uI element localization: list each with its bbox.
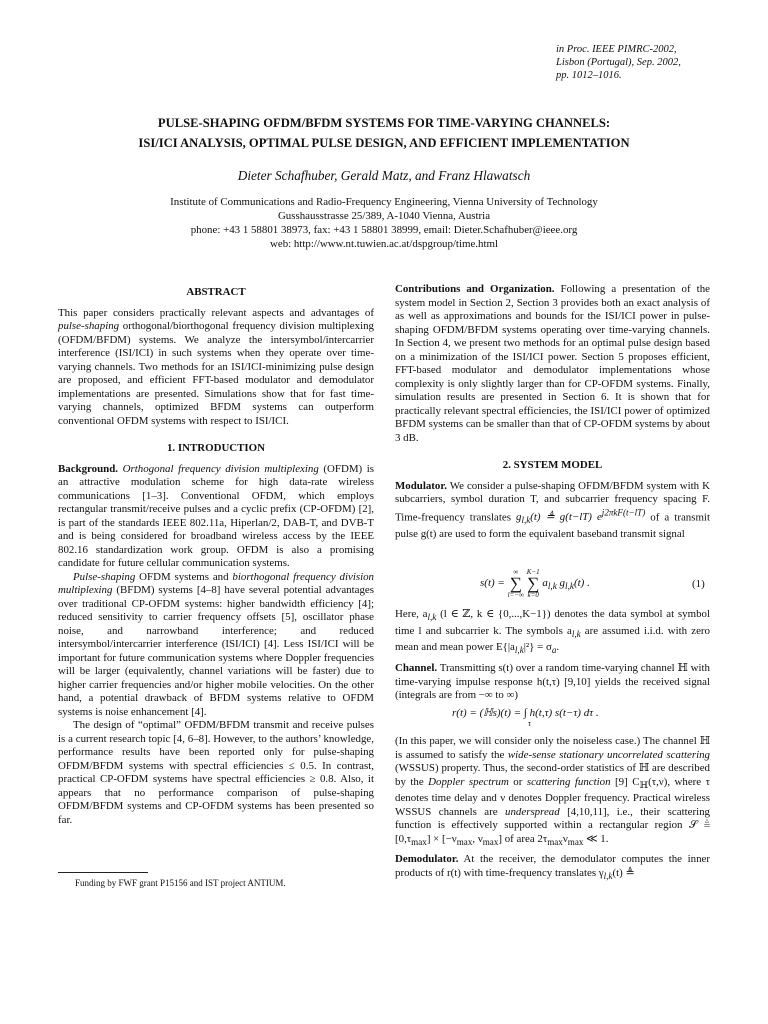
affiliation [40,195,728,251]
affiliation-line: web: http://www.nt.tuwien.ac.at/dspgroup/time.html [270,238,498,250]
affiliation-line: Gusshausstrasse 25/389, A-1040 Vienna, Austria [277,210,491,222]
publication-note-line: in Proc. IEEE PIMRC-2002, [556,44,677,55]
publication-note-line: pp. 1012–1016. [556,70,622,81]
footnote: Funding by FWF grant P15156 and IST project ANTIUM. [75,878,286,888]
sum-operator: ∞ ∑ l=−∞ [507,568,524,599]
sum-operator: K−1 ∑ k=0 [526,568,540,599]
wssus-paragraph: (In this paper, we will consider only the noiseless case.) The channel ℍ is assumed to satisfy the wide-sense stationary uncorrelated scattering (WSSUS) property. Thus, the second-order statistics of ℍ are described by the Doppler spectrum or scattering function [9] $C_ℍ(\tau,\nu)$, where τ denotes time delay and ν denotes Doppler frequency. Practical wireless WSSUS channels are underspread [4,10,11], i.e., their scattering function is effectively supported within a rectangular region 𝒮 ≜ $[0,\tau_{max}] \times [-\nu_{max}$, $\nu_{max}$] of area $2\tau_{max}\nu_{max}$ ≪ 1. [395,735,710,847]
affiliation-line: phone: +43 1 58801 38973, fax: +43 1 58801 38999, email: Dieter.Schafhuber@ieee.org [190,224,578,236]
intro-paragraph-background: Background. Orthogonal frequency division multiplexing (OFDM) is an attractive modulation scheme for high data-rate wireless communications [1–3]. Conventional OFDM, which employs rectangular transmit/receive pulses and a cyclic prefix (CP-OFDM) [2], is part of the standards IEEE 802.11a, Hiperlan/2, DAB-T, and DVB-T and is being considered for broadband wireless access by the IEEE 802.16 standardization work group. OFDM is also a promising candidate for future cellular communication systems. [58,462,375,569]
equation-1: s(t) = ∞ ∑ l=−∞ K−1 ∑ k=0 $a_{l,k}$ $g_{l,k}(t)$ . [480,568,590,599]
publication-note-line: Lisbon (Portugal), Sep. 2002, [556,57,681,68]
intro-paragraph-pulse-shaping: Pulse-shaping OFDM systems and biorthogonal frequency division multiplexing (BFDM) systems [4–8] have several potential advantages over traditional CP-OFDM systems: higher bandwidth efficiency [4]; reduced sensitivity to carrier frequency offsets [5], oscillator phase noise, and narrowband interference; and reduced intersymbol/intercarrier interference (ISI/ICI) [4]. Less ISI/ICI will be important for future communication systems where Doppler frequencies will be larger (equivalently, channel variations will be faster) due to higher carrier frequencies and/or higher mobile velocities. On the other hand, a potential drawback of BFDM systems relative to OFDM systems is noise enhancement [4]. [58,570,374,718]
channel-paragraph: Channel. Transmitting s(t) over a random time-varying channel ℍ with time-varying impulse response h(t,τ) [9,10] yields the received signal (integrals are from −∞ to ∞) [395,662,710,702]
footnote-rule [58,872,148,873]
authors: Dieter Schafhuber, Gerald Matz, and Franz Hlawatsch [237,168,531,183]
title-line: PULSE-SHAPING OFDM/BFDM SYSTEMS FOR TIME-VARYING CHANNELS: [157,116,611,130]
equation-2-subscript: τ [528,719,531,728]
symbols-paragraph: Here, $a_{l,k}$ (l ∈ ℤ, k ∈ {0,...,K−1}) denotes the data symbol at symbol time l and subcarrier k. The symbols $a_{l,k}$ are assumed i.i.d. with zero mean and mean power $E\{|a_{l,k}|^2\} = \sigma_a$. [395,608,711,656]
system-model-heading: 2. SYSTEM MODEL [502,459,603,471]
publication-note [556,43,681,82]
affiliation-line: Institute of Communications and Radio-Frequency Engineering, Vienna University of Technology [170,196,598,208]
demodulator-paragraph: Demodulator. At the receiver, the demodulator computes the inner products of r(t) with time-frequency translates $\gamma_{l,k}(t)$ ≜ [395,853,711,882]
right-column-bottom [395,735,710,884]
equation-1-number: (1) [692,578,705,590]
right-column-top [395,283,710,541]
abstract-text: This paper considers practically relevant aspects and advantages of pulse-shaping orthogonal/biorthogonal frequency division multiplexing (OFDM/BFDM) systems. We analyze the intersymbol/intercarrier interference (ISI/ICI) in such systems when they operate over time-varying channels. Two methods for an ISI/ICI-minimizing pulse design are proposed, and efficient FFT-based modulator and demodulator implementations are presented. Simulations show that for fast time-varying channels, optimized BFDM systems can outperform conventional OFDM systems with respect to ISI/ICI. [58,306,374,427]
left-column [58,286,374,827]
abstract-heading: ABSTRACT [186,286,246,298]
intro-paragraph-design: The design of “optimal” OFDM/BFDM transmit and receive pulses is a current research topic [4, 6–8]. However, to the authors’ knowledge, performance results have been reported only for pulse-shaping OFDM/BFDM systems with spectral efficiencies ≤ 0.5. In contrast, practical CP-OFDM systems have spectral efficiencies ≥ 0.8. Also, it appears that no performance comparison of pulse-shaping OFDM/BFDM systems and CP-OFDM systems has been presented so far. [58,719,374,826]
right-column-middle [395,608,710,703]
introduction-heading: 1. INTRODUCTION [166,442,266,454]
modulator-paragraph: Modulator. We consider a pulse-shaping OFDM/BFDM system with K subcarriers, symbol duration T, and subcarrier frequency spacing F. Time-frequency translates $g_{l,k}(t)$ ≜ g(t−lT) $e^{j2\pi kF(t-lT)}$ of a transmit pulse g(t) are used to form the equivalent baseband transmit signal [395,479,710,540]
equation-2: r(t) = (ℍs)(t) = ∫ h(t,τ) s(t−τ) dτ . [452,707,599,719]
paper-title [40,113,728,153]
contributions-paragraph: Contributions and Organization. Following a presentation of the system model in Section 2, Section 3 provides both an exact analysis of as well as approximations and bounds for the ISI/ICI power in pulse-shaping OFDM/BFDM systems operating over time-varying channels. In Section 4, we present two methods for an optimal pulse design based on a minimization of the ISI/ICI power. Section 5 proposes efficient, FFT-based modulator and demodulator implementations whose complexity is only slightly larger than for CP-OFDM systems. Finally, simulation results are presented in Section 6. It is shown that for practically relevant spectral efficiencies, the ISI/ICI power of optimized BFDM systems can be smaller than that of CP-OFDM systems by about 3 dB. [395,283,710,444]
title-line: ISI/ICI ANALYSIS, OPTIMAL PULSE DESIGN, AND EFFICIENT IMPLEMENTATION [138,136,630,150]
